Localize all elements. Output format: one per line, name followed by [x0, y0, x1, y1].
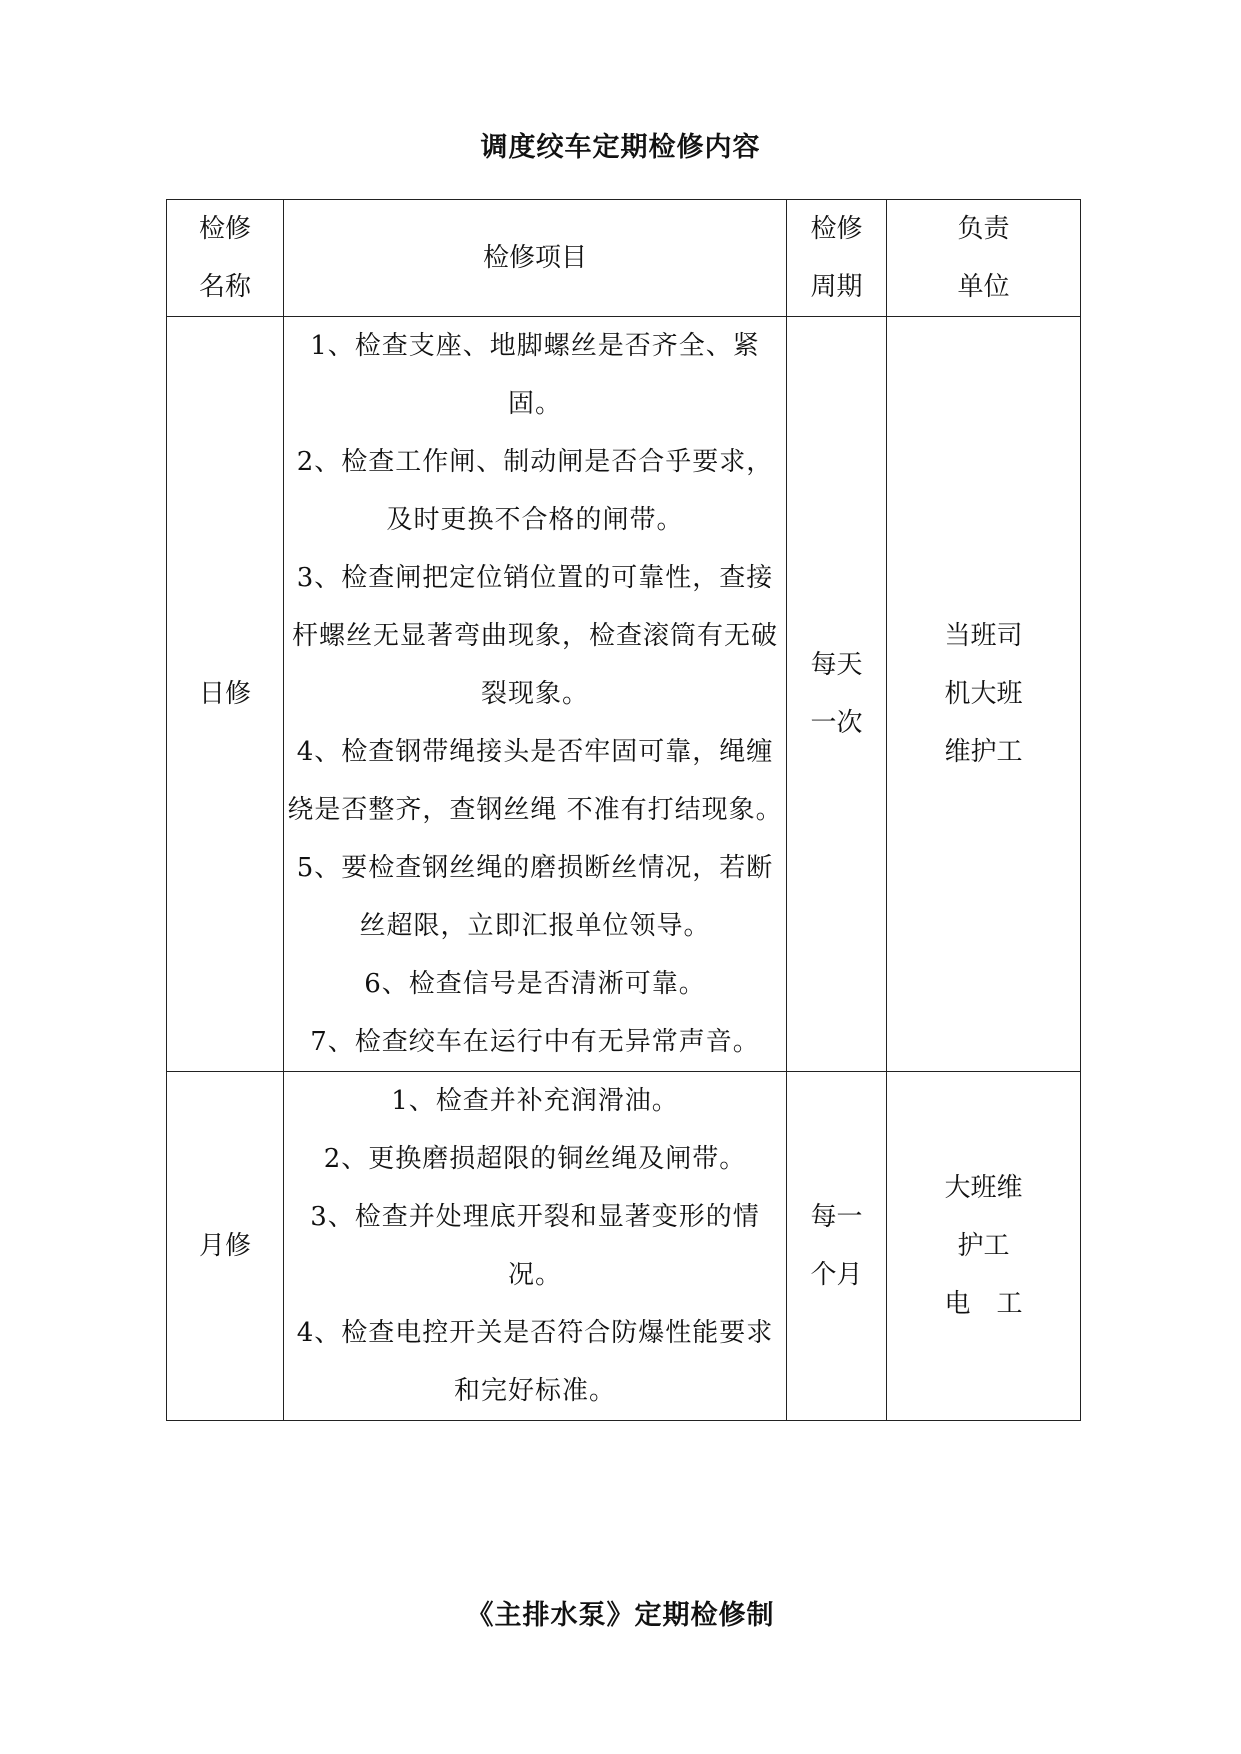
row-unit-cell — [887, 317, 1081, 1072]
row-name-cell: 日修 — [167, 317, 284, 1072]
unit-line: 护工 — [957, 1231, 1010, 1261]
second-document-title: 《主排水泵》定期检修制 — [466, 1600, 775, 1631]
table-row-monthly — [167, 1072, 1081, 1421]
unit-line: 机大班 — [944, 679, 1023, 709]
document-title: 调度绞车定期检修内容 — [480, 132, 761, 163]
header-unit-line: 负责 — [957, 214, 1010, 244]
row-items-cell — [284, 317, 787, 1072]
unit-line: 维护工 — [944, 737, 1023, 767]
item-line: 5、要检查钢丝绳的磨损断丝情况，若断丝超限，立即汇报单位领导。 — [296, 853, 774, 941]
header-cycle-line: 检修 — [810, 214, 863, 244]
row-name-cell: 月修 — [167, 1072, 284, 1421]
header-unit — [887, 200, 1081, 317]
maintenance-table — [166, 199, 1081, 1421]
header-name-line: 名称 — [198, 272, 251, 302]
header-items: 检修项目 — [284, 200, 787, 317]
cycle-line: 个月 — [810, 1260, 863, 1290]
item-line: 3、检查闸把定位销位置的可靠性，查接杆螺丝无显著弯曲现象，检查滚筒有无破裂现象。 — [291, 563, 778, 709]
item-line: 1、检查并补充润滑油。 — [391, 1086, 679, 1116]
table-header-row — [167, 200, 1081, 317]
cycle-line: 一次 — [810, 708, 863, 738]
header-cycle — [787, 200, 887, 317]
cycle-line: 每一 — [810, 1202, 863, 1232]
header-name-line: 检修 — [198, 214, 251, 244]
unit-line: 电 工 — [944, 1289, 1023, 1319]
unit-line: 当班司 — [944, 621, 1023, 651]
row-cycle-cell — [787, 1072, 887, 1421]
unit-line: 大班维 — [944, 1173, 1023, 1203]
item-line: 7、检查绞车在运行中有无异常声音。 — [310, 1027, 760, 1057]
row-unit-cell — [887, 1072, 1081, 1421]
header-name — [167, 200, 284, 317]
item-line: 2、更换磨损超限的铜丝绳及闸带。 — [323, 1144, 747, 1174]
item-line: 2、检查工作闸、制动闸是否合乎要求，及时更换不合格的闸带。 — [296, 447, 774, 535]
item-line: 3、检查并处理底开裂和显著变形的情况。 — [310, 1202, 760, 1290]
cycle-line: 每天 — [810, 650, 863, 680]
row-cycle-cell — [787, 317, 887, 1072]
item-line: 1、检查支座、地脚螺丝是否齐全、紧固。 — [310, 331, 760, 419]
item-line: 6、检查信号是否清淅可靠。 — [364, 969, 706, 999]
table-row-daily — [167, 317, 1081, 1072]
row-items-cell — [284, 1072, 787, 1421]
header-unit-line: 单位 — [957, 272, 1010, 302]
item-line: 4、检查电控开关是否符合防爆性能要求和完好标准。 — [296, 1318, 774, 1406]
header-cycle-line: 周期 — [810, 272, 863, 302]
item-line: 4、检查钢带绳接头是否牢固可靠，绳缠绕是否整齐，查钢丝绳 不准有打结现象。 — [287, 737, 783, 825]
